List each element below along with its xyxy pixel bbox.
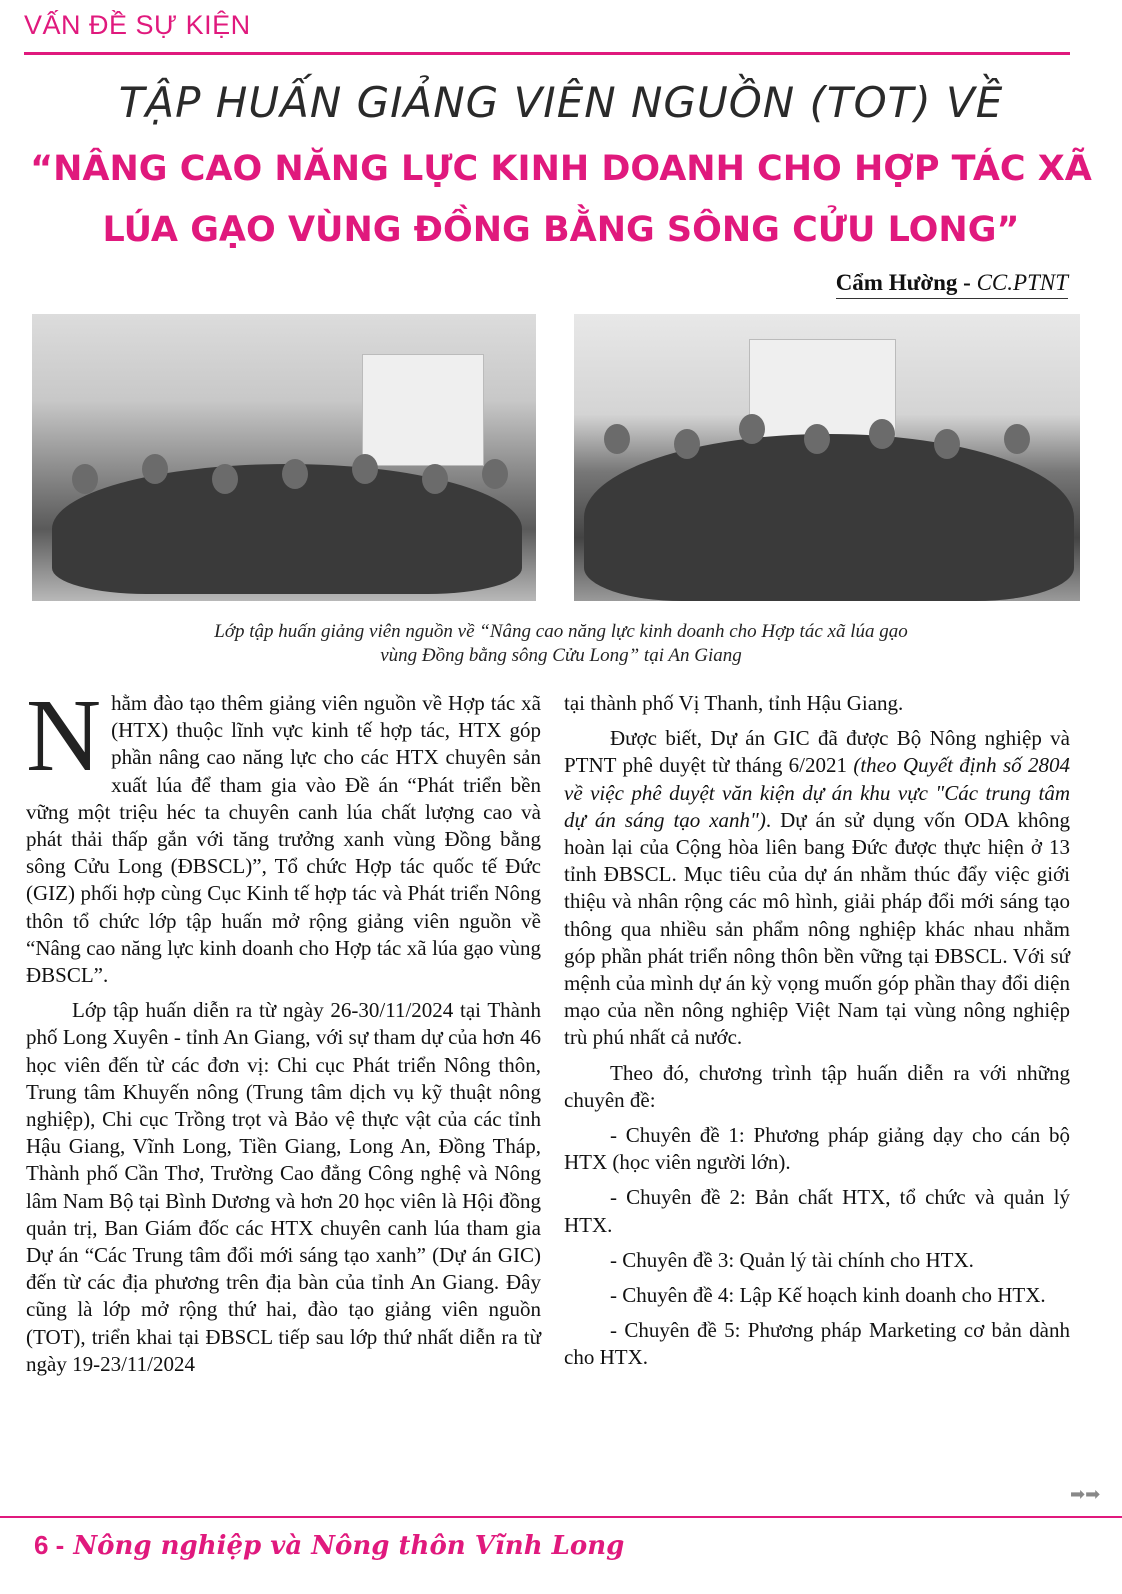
- article-column-left: [26, 678, 541, 1378]
- page-footer: [34, 1530, 624, 1561]
- paragraph-2: Lớp tập huấn diễn ra từ ngày 26-30/11/2024 tại Thành phố Long Xuyên - tỉnh An Giang, với sự tham dự của hơn 46 học viên đến từ các đơn vị: Chi cục Phát triển Nông thôn, Trung tâm Khuyến nông (Trung tâm dịch vụ kỹ thuật nông nghiệp), Chi cục Trồng trọt và Bảo vệ thực vật của các tỉnh Hậu Giang, Vĩnh Long, Tiền Giang, Long An, Đồng Tháp, Thành phố Cần Thơ, Trường Cao đẳng Công nghệ và Nông lâm Nam Bộ tại Bình Dương và hơn 20 học viên là Hội đồng quản trị, Ban Giám đốc các HTX chuyên canh lúa tham gia Dự án “Các Trung tâm đổi mới sáng tạo xanh” (Dự án GIC) đến từ các địa phương trên địa bàn của tỉnh An Giang. Đây cũng là lớp mở rộng thứ hai, đào tạo giảng viên nguồn (TOT), triển khai tại ĐBSCL tiếp sau lớp thứ nhất diễn ra từ ngày 19-23/11/2024: [26, 998, 541, 1376]
- event-banner: [362, 354, 484, 466]
- arrow-right-icon: ➡➡: [1070, 1484, 1101, 1505]
- caption-line-2: vùng Đồng bằng sông Cửu Long” tại An Giang: [380, 645, 742, 666]
- page-number: 6 -: [34, 1530, 65, 1560]
- paragraph-4: Theo đó, chương trình tập huấn diễn ra với những chuyên đề:: [564, 1060, 1070, 1112]
- magazine-name: Nông nghiệp và Nông thôn Vĩnh Long: [73, 1531, 625, 1561]
- author-organization: CC.PTNT: [976, 270, 1068, 295]
- paragraph-3-text-b: . Dự án sử dụng vốn ODA không hoàn lại của Cộng hòa liên bang Đức được thực hiện ở 13 tỉnh ĐBSCL. Mục tiêu của dự án nhằm thúc đẩy việc giới thiệu và nhân rộng các mô hình, giải pháp đổi mới sáng tạo thông qua nhiều sản phẩm nông nghiệp khác nhau nhằm góp phần phát triển nông thôn bền vững tại ĐBSCL. Với sứ mệnh của mình dự án kỳ vọng muốn góp phần thay đổi diện mạo của nền nông nghiệp Việt Nam tại vùng nông nghiệp trù phú nhất cả nước.: [564, 807, 1070, 1050]
- article-title-line-1: TẬP HUẤN GIẢNG VIÊN NGUỒN (TOT) VỀ: [118, 78, 1004, 127]
- photo-caption: [0, 620, 1122, 668]
- paragraph-3-text-a: Được biết, Dự án GIC đã được Bộ Nông nghiệp và PTNT phê duyệt từ tháng 6/2021: [564, 726, 1070, 778]
- group-photo-left: [32, 314, 536, 601]
- article-title-line-3: LÚA GẠO VÙNG ĐỒNG BẰNG SÔNG CỬU LONG”: [102, 210, 1020, 250]
- topic-item: - Chuyên đề 3: Quản lý tài chính cho HTX.: [610, 1247, 974, 1272]
- paragraph-1-text: hằm đào tạo thêm giảng viên nguồn về Hợp tác xã (HTX) thuộc lĩnh vực kinh tế hợp tác, HTX góp phần nâng cao năng lực cho các HTX chuyên sản xuất lúa để tham gia vào Đề án “Phát triển bền vững một triệu héc ta chuyên canh lúa chất lượng cao và phát thải thấp gắn với tăng trưởng xanh vùng Đồng bằng sông Cửu Long (ĐBSCL)”, Tổ chức Hợp tác quốc tế Đức (GIZ) phối hợp cùng Cục Kinh tế hợp tác và Phát triển Nông thôn tổ chức lớp tập huấn mở rộng giảng viên nguồn về “Nâng cao năng lực kinh doanh cho Hợp tác xã lúa gạo vùng ĐBSCL”.: [26, 691, 541, 988]
- article-title-line-2: “NÂNG CAO NĂNG LỰC KINH DOANH CHO HỢP TÁC XÃ: [30, 149, 1092, 189]
- section-label: VẤN ĐỀ SỰ KIỆN: [24, 10, 251, 40]
- author-name: Cẩm Hường -: [835, 270, 971, 295]
- footer-divider: [0, 1516, 1122, 1518]
- topic-item: - Chuyên đề 2: Bản chất HTX, tổ chức và quản lý HTX.: [564, 1185, 1070, 1237]
- group-photo-right: [574, 314, 1080, 601]
- topic-item: - Chuyên đề 1: Phương pháp giảng dạy cho cán bộ HTX (học viên người lớn).: [564, 1123, 1070, 1175]
- paragraph-2-continued: tại thành phố Vị Thanh, tỉnh Hậu Giang.: [564, 691, 904, 715]
- drop-cap: N: [26, 678, 102, 793]
- article-column-right: [564, 690, 1070, 1372]
- paragraph-3-reference: (theo Quyết định số 2804 về việc phê duyệt văn kiện dự án khu vực "Các trung tâm dự án sáng tạo xanh"): [564, 753, 1070, 832]
- paragraph-3: [564, 725, 1070, 1051]
- paragraph-1: [26, 678, 541, 989]
- byline: [836, 270, 1068, 299]
- topic-item: - Chuyên đề 4: Lập Kế hoạch kinh doanh cho HTX.: [610, 1283, 1046, 1308]
- attendee-group: [584, 434, 1074, 601]
- topic-item: - Chuyên đề 5: Phương pháp Marketing cơ bản dành cho HTX.: [564, 1318, 1070, 1370]
- section-divider: [24, 52, 1070, 55]
- caption-line-1: Lớp tập huấn giảng viên nguồn về “Nâng cao năng lực kinh doanh cho Hợp tác xã lúa gạo: [214, 621, 908, 642]
